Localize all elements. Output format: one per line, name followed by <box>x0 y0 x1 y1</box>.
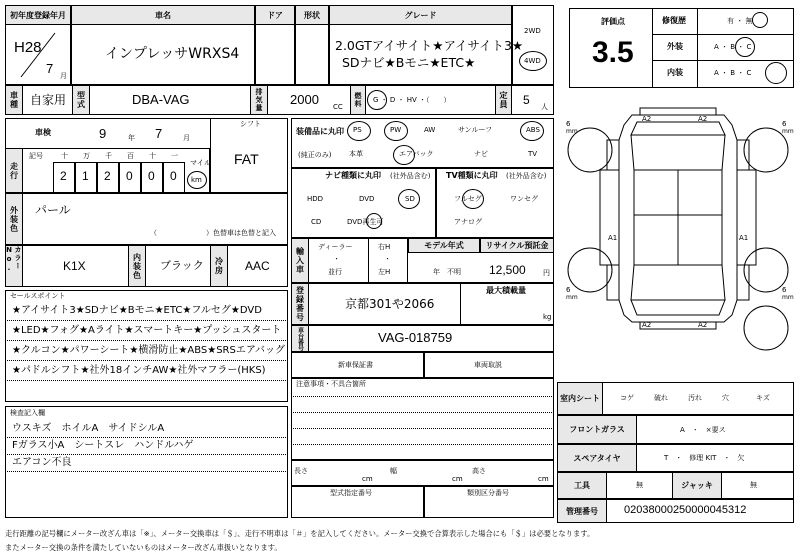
odo-digit-label: 十 <box>61 152 68 160</box>
footer-line1: 走行距離の記号欄にメーター改ざん車は「※」、メーター交換車は「＄」、走行不明車は「＃」を記入してください。メーター交換で合算表示した場合にも「＄」は必要となります。 <box>5 529 595 538</box>
eval-score-label: 評価点 <box>601 17 625 26</box>
equipment-item: AW <box>424 126 436 134</box>
code-front-right: A2 <box>698 115 708 123</box>
capacity-value: 5 <box>523 93 530 107</box>
spare-label: スペアタイヤ <box>557 444 637 472</box>
sales-line: ★アイサイト3★SDナビ★Bモニ★ETC★フルセグ★DVD <box>12 305 262 316</box>
tv-label: TV種類に丸印 <box>446 171 498 180</box>
car-name: インプレッサWRXS4 <box>105 46 240 62</box>
tire-rear-left <box>568 248 612 292</box>
odo-digit: 2 <box>104 169 111 183</box>
inspection-month: 7 <box>155 126 163 141</box>
eval-interior-label: 内装 <box>667 68 683 77</box>
shift-value: FAT <box>234 151 259 167</box>
dim-length-unit: cm <box>362 475 373 483</box>
odo-digit: 2 <box>60 169 67 183</box>
drive-4wd-circle <box>519 51 547 71</box>
nav-dvd-circle <box>366 213 382 229</box>
seat-option: キズ <box>756 394 770 402</box>
equipment-label: 装備品に丸印 <box>296 127 344 136</box>
nav-item: CD <box>311 218 322 226</box>
notes-rule <box>291 412 554 413</box>
color-box <box>5 193 288 245</box>
model-value: DBA-VAG <box>132 92 190 107</box>
mgmt-label: 管理番号 <box>557 499 607 523</box>
tv-item: フルセグ <box>454 195 482 203</box>
seat-label: 室内シート <box>557 382 603 415</box>
inspector-rule <box>5 437 288 438</box>
door-label: ドア <box>255 5 295 25</box>
equipment-item: PS <box>353 126 362 134</box>
odo-mark-label: 記号 <box>29 152 43 160</box>
tire-fl-unit: mm <box>566 128 578 135</box>
tire-rl-unit: mm <box>566 294 578 301</box>
equipment-item: ナビ <box>474 150 488 158</box>
notes-box <box>291 378 554 460</box>
grade-line1: 2.0GTアイサイト★アイサイト3★ <box>335 38 524 53</box>
equipment-item: エアバック <box>399 150 434 158</box>
capacity-unit: 人 <box>541 103 548 111</box>
sales-rule <box>5 340 288 341</box>
registration-value: 京都301や2066 <box>345 297 435 311</box>
odo-digit: 1 <box>82 169 89 183</box>
equipment-sublabel: (純正のみ) <box>298 151 332 159</box>
chassis-value: VAG-018759 <box>378 330 453 345</box>
reg-era-year: H28 <box>14 39 42 56</box>
equipment-item: サンルーフ <box>458 126 493 134</box>
manual-label: 車両取説 <box>474 361 502 369</box>
import-label: 輸入車 <box>291 238 309 283</box>
inspector-rule <box>5 471 288 472</box>
seat-option: 穴 <box>722 394 729 402</box>
equipment-item: PW <box>390 126 402 134</box>
inspector-line: エアコン不良 <box>12 457 72 468</box>
class-no-label: 類別区分番号 <box>467 489 509 497</box>
model-label: 型式 <box>72 85 90 115</box>
grade-label: グレード <box>329 5 512 25</box>
sales-rule <box>5 320 288 321</box>
eval-repair-label: 修復歴 <box>662 16 686 25</box>
import-dealer: ディーラー <box>318 243 353 251</box>
recycle-unit: 円 <box>543 269 550 277</box>
eval-score: 3.5 <box>592 36 634 69</box>
fuel-options: G ・ D ・ HV ・（ ） <box>373 96 451 104</box>
dim-width-unit: cm <box>452 475 463 483</box>
spare-options: T ・ 修理 KIT ・ 欠 <box>664 454 745 462</box>
eval-row-line2 <box>652 60 794 61</box>
mgmt-value: 02038000250000045312 <box>624 504 747 516</box>
sales-line: ★LED★フォグ★Aライト★スマートキー★プッシュスタート <box>12 325 282 336</box>
eval-exterior-options: A ・ B ・ C <box>714 43 752 51</box>
nav-label: ナビ種類に丸印 <box>325 171 381 180</box>
import-dot2: ・ <box>384 255 391 263</box>
code-rear-right: A2 <box>698 321 708 329</box>
interior-color-value: ブラック <box>160 259 204 272</box>
sales-line: ★クルコン★パワーシート★横滑防止★ABS★SRSエアバッグ <box>12 345 286 356</box>
tire-rr-unit: mm <box>782 294 794 301</box>
dim-length-label: 長さ <box>294 467 308 475</box>
model-year-value: 年 不明 <box>433 268 461 276</box>
odo-digit-label: 千 <box>105 152 112 160</box>
sales-line: ★パドルシフト★社外18インチAW★社外マフラー(HKS) <box>12 365 266 376</box>
dim-height-label: 高さ <box>472 467 486 475</box>
nav-item: DVD <box>359 195 375 203</box>
nav-sd-circle <box>398 189 420 209</box>
nav-item: SD <box>405 195 415 203</box>
glass-label: フロントガラス <box>557 415 637 444</box>
disp-unit: CC <box>333 103 343 111</box>
odo-digit-label: 十 <box>149 152 156 160</box>
odo-mile: マイル <box>190 159 211 167</box>
eval-interior-options: A ・ B ・ C <box>714 69 752 77</box>
car-name-label: 車名 <box>71 5 255 25</box>
equipment-item: TV <box>528 150 538 158</box>
color-value: パール <box>35 203 71 217</box>
nav-note: (社外品含む) <box>390 172 431 180</box>
chassis-label: 車台番号 <box>291 325 309 352</box>
code-left-door: A1 <box>608 234 618 242</box>
seat-option: コゲ <box>620 394 634 402</box>
grade-line2: SDナビ★Bモニ★ETC★ <box>342 55 476 70</box>
nav-item: HDD <box>307 195 324 203</box>
sales-rule <box>5 380 288 381</box>
colorno-label: カラーNo. <box>5 245 23 287</box>
drive-box <box>512 5 554 85</box>
eval-exterior-label: 外装 <box>667 42 683 51</box>
recycle-label: リサイクル預託金 <box>480 238 554 253</box>
capacity-label: 定員 <box>495 85 512 115</box>
footer-line2: またメーター交換の条件を満たしていないものはメーター改ざん車扱いとなります。 <box>5 543 282 552</box>
odo-digit: 0 <box>148 169 155 183</box>
glass-options: A ・ ×要ス <box>680 426 726 434</box>
tire-fr-unit: mm <box>782 128 794 135</box>
shift-label: シフト <box>240 120 261 128</box>
notes-label: 注意事項・不具合箇所 <box>296 380 366 388</box>
tire-rl-depth: 6 <box>566 286 571 294</box>
eval-score-divider <box>652 8 653 88</box>
car-diagram <box>562 100 794 375</box>
inspector-rule <box>5 454 288 455</box>
jack-value: 無 <box>750 481 757 489</box>
equipment-box <box>291 118 554 168</box>
odo-digit-label: 百 <box>127 152 134 160</box>
odo-digit-label: 万 <box>83 152 90 160</box>
reg-month-unit: 月 <box>60 72 67 80</box>
fuel-circle <box>367 90 387 110</box>
equipment-circle <box>520 121 544 141</box>
ac-value: AAC <box>245 259 270 273</box>
usage-label: 車種 <box>5 85 23 115</box>
notes-rule <box>291 444 554 445</box>
inspection-year-unit: 年 <box>128 134 135 142</box>
inspection-month-unit: 月 <box>183 134 190 142</box>
tire-fl-depth: 6 <box>566 120 571 128</box>
drive-4wd: 4WD <box>524 57 541 65</box>
odo-km: km <box>191 176 202 184</box>
tire-fr-depth: 6 <box>782 120 787 128</box>
inspector-label: 検査記入欄 <box>10 409 45 417</box>
model-year-label: モデル年式 <box>408 238 480 253</box>
maxload-unit: kg <box>543 313 552 321</box>
equipment-circle <box>393 145 415 165</box>
tv-item: ワンセグ <box>510 195 538 203</box>
maxload-label: 最大積載量 <box>486 286 526 295</box>
import-lh: 左H <box>378 268 391 276</box>
recycle-value: 12,500 <box>489 263 526 277</box>
odo-label: 走行 <box>5 148 23 193</box>
equipment-item: 本革 <box>349 150 363 158</box>
tire-rr-depth: 6 <box>782 286 787 294</box>
seat-option: 破れ <box>654 394 668 402</box>
eval-interior-circle <box>765 62 787 84</box>
tv-note: (社外品含む) <box>506 172 547 180</box>
inspection-year: 9 <box>99 126 107 141</box>
inspector-line: Fガラス小A シートスレ ハンドルハゲ <box>12 440 194 451</box>
odo-digit-label: 一 <box>171 152 178 160</box>
color-label: 外装色 <box>5 193 23 245</box>
code-right-door: A1 <box>739 234 749 242</box>
dims-box <box>291 460 554 486</box>
nav-item: DVD再生可 <box>347 218 384 226</box>
import-dot1: ・ <box>333 255 340 263</box>
tools-value: 無 <box>636 481 643 489</box>
jack-label: ジャッキ <box>672 472 722 499</box>
displacement: 2000 <box>290 92 319 107</box>
ac-label: 冷房 <box>210 245 228 287</box>
tools-label: 工具 <box>557 472 607 499</box>
equipment-circle <box>384 121 408 141</box>
first-reg-label: 初年度登録年月 <box>5 5 71 25</box>
import-rh: 右H <box>378 243 391 251</box>
reg-month: 7 <box>46 61 54 76</box>
notes-rule <box>291 428 554 429</box>
import-parallel: 並行 <box>328 268 342 276</box>
type-cert-label: 型式指定番号 <box>330 489 372 497</box>
inspection-label: 車検 <box>35 128 51 137</box>
color-note: （ ）色替車は色替と記入 <box>150 229 276 237</box>
tv-fullseg-circle <box>462 189 484 209</box>
equipment-circle <box>347 121 371 141</box>
sales-label: セールスポイント <box>10 292 66 300</box>
sales-rule <box>5 360 288 361</box>
equipment-item: ABS <box>526 126 540 134</box>
odo-km-circle <box>187 171 207 189</box>
eval-repair-circle <box>752 12 768 28</box>
disp-label: 排気量 <box>250 85 268 115</box>
warranty-label: 新車保証書 <box>338 361 373 369</box>
tv-item: アナログ <box>454 218 482 226</box>
eval-repair-options: 有 ・ 無 <box>727 17 753 25</box>
drive-2wd: 2WD <box>524 27 541 35</box>
odo-digit: 0 <box>170 169 177 183</box>
odo-digit: 0 <box>126 169 133 183</box>
usage-value: 自家用 <box>30 93 67 107</box>
colorno-value: K1X <box>63 259 86 273</box>
code-front-left: A2 <box>642 115 652 123</box>
dim-width-label: 幅 <box>390 467 397 475</box>
notes-rule <box>291 396 554 397</box>
eval-exterior-circle <box>735 37 755 57</box>
eval-row-line1 <box>652 34 794 35</box>
code-rear-left: A2 <box>642 321 652 329</box>
dim-height-unit: cm <box>538 475 549 483</box>
fuel-label: 燃料 <box>350 85 366 115</box>
seat-option: 汚れ <box>688 394 702 402</box>
interior-color-label: 内装色 <box>128 245 146 287</box>
tire-spare <box>744 306 788 350</box>
registration-label: 登録番号 <box>291 283 309 325</box>
eval-label-col <box>697 8 698 88</box>
shape-label: 形状 <box>295 5 329 25</box>
inspector-line: ウスキズ ホイルA サイドシルA <box>12 423 165 434</box>
